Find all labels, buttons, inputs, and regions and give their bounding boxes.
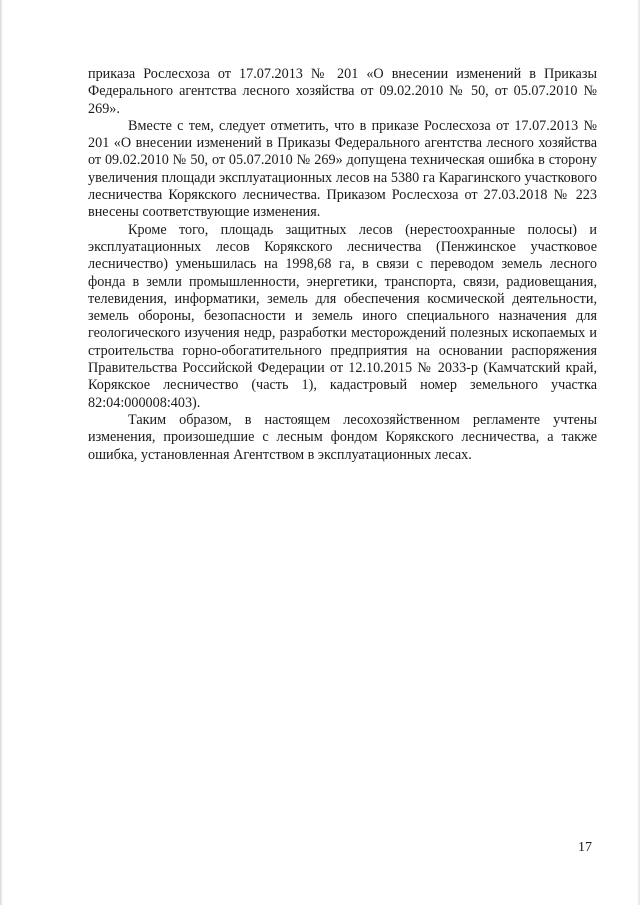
paragraph-continuation: приказа Рослесхоза от 17.07.2013 № 201 «О внесении изменений в Приказы Федерального агентства лесного хозяйства от 09.02.2010 № 50, от 05.07.2010 № 269».	[88, 66, 597, 117]
paragraph-technical-error: Вместе с тем, следует отметить, что в приказе Рослесхоза от 17.07.2013 № 201 «О внесении изменений в Приказы Федерального агентства лесного хозяйства от 09.02.2010 № 50, от 05.07.2010 № 269» допущена техническая ошибка в сторону увеличения площади эксплуатационных лесов на 5380 га Карагинского участкового лесничества Корякского лесничества. Приказом Рослесхоза от 27.03.2018 № 223 внесены соответствующие изменения.	[88, 117, 597, 221]
page-edge-left	[0, 0, 3, 905]
paragraph-conclusion: Таким образом, в настоящем лесохозяйственном регламенте учтены изменения, произошедшие с лесным фондом Корякского лесничества, а также ошибка, установленная Агентством в эксплуатационных лесах.	[88, 411, 597, 463]
body-text	[88, 66, 597, 464]
page-number: 17	[578, 840, 592, 855]
paragraph-area-reduction: Кроме того, площадь защитных лесов (нерестоохранные полосы) и эксплуатационных лесов Корякского лесничества (Пенжинское участковое лесничество) уменьшилась на 1998,68 га, в связи с переводом земель лесного фонда в земли промышленности, энергетики, транспорта, связи, радиовещания, телевидения, информатики, земель для обеспечения космической деятельности, земель обороны, безопасности и земель иного специального назначения для геологического изучения недр, разработки месторождений полезных ископаемых и строительства горно-обогатительного предприятия на основании распоряжения Правительства Российской Федерации от 12.10.2015 № 2033-р (Камчатский край, Корякское лесничество (часть 1), кадастровый номер земельного участка 82:04:000008:403).	[88, 221, 597, 411]
